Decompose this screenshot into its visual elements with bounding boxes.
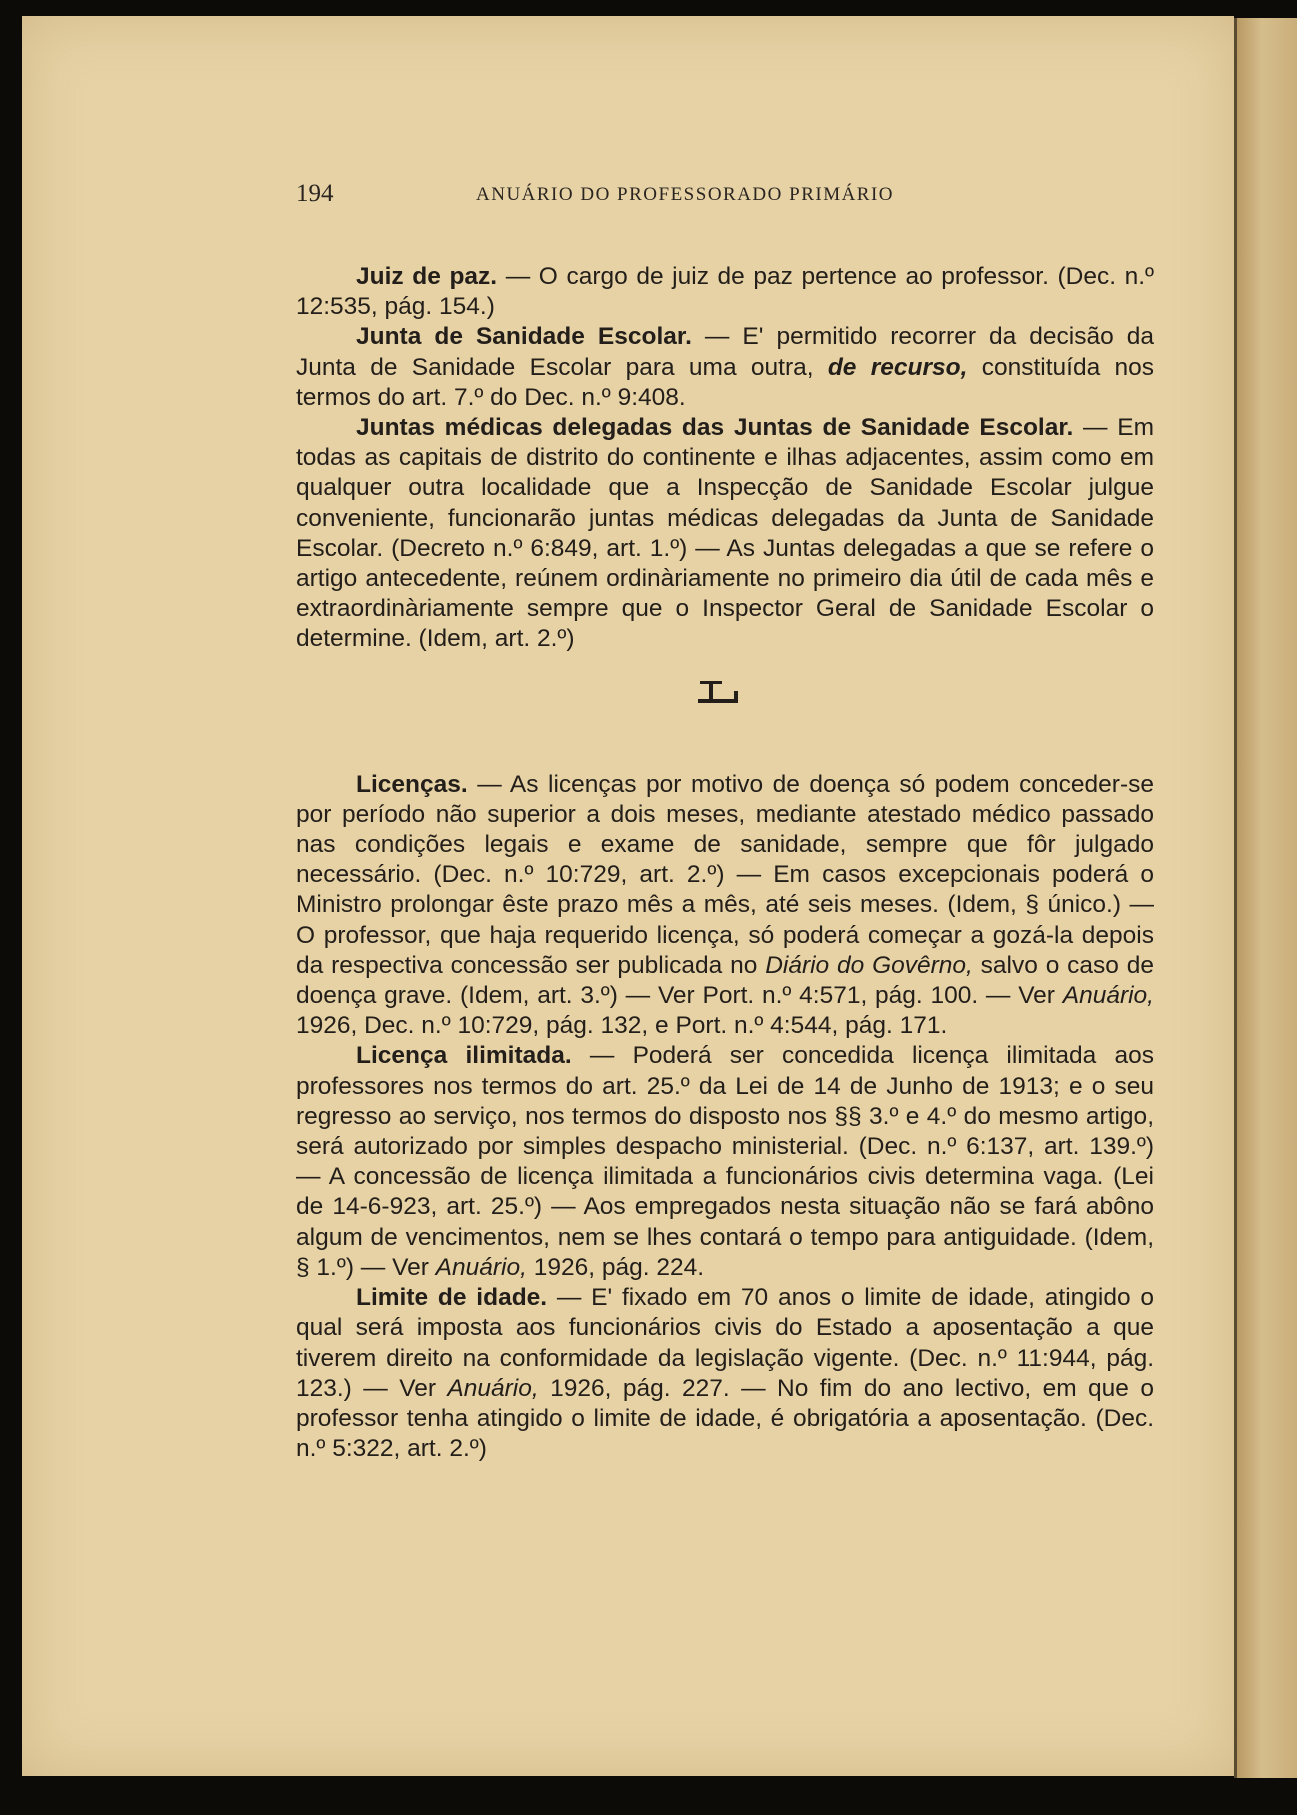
entry-licenca-ilimitada bbox=[296, 1041, 1154, 1283]
running-title: ANUÁRIO DO PROFESSORADO PRIMÁRIO bbox=[476, 184, 895, 205]
entry-text: — As licenças por motivo de doença só podem conceder-se por período não superior a dois meses, mediante atestado médico passado nas condições legais e exame de sanidade, sempre que fôr julgado necessário. (Dec. n.º 10:729, art. 2.º) — Em casos excepcionais poderá o Ministro prolongar êste prazo mês a mês, até seis meses. (Idem, § único.) — O professor, que haja requerido licença, só poderá começar a gozá-la depois da respectiva concessão ser publicada no bbox=[296, 770, 1154, 979]
entry-text: 1926, pág. 227. — No fim do ano lectivo, em que o professor tenha atingido o limite de idade, é obrigatória a aposentação. (Dec. n.º 5:322, art. 2.º) bbox=[296, 1374, 1154, 1463]
entry-text: — E' permitido recorrer da decisão da Junta de Sanidade Escolar para uma outra, bbox=[296, 323, 1154, 381]
entry-term: Licença ilimitada. bbox=[356, 1042, 572, 1070]
entry-term: Limite de idade. bbox=[356, 1284, 548, 1312]
entry-term: Licenças. bbox=[356, 770, 468, 798]
entry-juntas-medicas bbox=[296, 413, 1154, 655]
entry-italic: Anuário, bbox=[1062, 982, 1154, 1010]
entry-italic: de recurso, bbox=[827, 353, 968, 381]
entry-text: 1926, pág. 224. bbox=[526, 1253, 705, 1281]
entry-limite-idade bbox=[296, 1283, 1154, 1464]
entry-text: — Poderá ser concedida licença ilimitada aos professores nos termos do art. 25.º da Lei de 14 de Junho de 1913; e o seu regresso ao serviço, nos termos do disposto nos §§ 3.º e 4.º do mesmo artigo, será autorizado por simples despacho ministerial. (Dec. n.º 6:137, art. 139.º) — A concessão de licença ilimitada a funcionários civis determina vaga. (Lei de 14-6-923, art. 25.º) — Aos empregados nesta situação não se fará abôno algum de vencimentos, nem se lhes contará o tempo para antiguidade. (Idem, § 1.º) — Ver bbox=[296, 1042, 1154, 1281]
entry-italic: Diário do Govêrno, bbox=[765, 951, 973, 979]
entry-term: Juiz de paz. bbox=[356, 263, 498, 290]
entry-italic: Anuário, bbox=[435, 1253, 527, 1281]
page-edge bbox=[1234, 18, 1297, 1778]
entry-text: — E' fixado em 70 anos o limite de idade, atingido o qual será imposta aos funcionários civis do Estado a aposentação a que tiverem direito na conformidade da legislação vigente. (Dec. n.º 11:944, pág. 123.) — Ver bbox=[296, 1284, 1154, 1402]
section-ornament bbox=[296, 655, 1154, 770]
entry-juiz-de-paz bbox=[296, 262, 1154, 322]
entry-text: 1926, Dec. n.º 10:729, pág. 132, e Port. n.º 4:544, pág. 171. bbox=[296, 1012, 948, 1040]
entry-text: — Em todas as capitais de distrito do continente e ilhas adjacentes, assim como em qualquer outra localidade que a Inspecção de Sanidade Escolar julgue conveniente, funcionarão juntas médicas delegadas da Junta de Sanidade Escolar. (Decreto n.º 6:849, art. 1.º) — As Juntas delegadas a que se refere o artigo antecedente, reúnem ordinàriamente no primeiro dia útil de cada mês e extraordinàriamente sempre que o Inspector Geral de Sanidade Escolar o determine. (Idem, art. 2.º) bbox=[296, 414, 1154, 653]
entry-junta-sanidade bbox=[296, 322, 1154, 413]
entry-italic: Anuário, bbox=[447, 1374, 539, 1402]
section-letter-l-ornament bbox=[696, 677, 740, 707]
page-header bbox=[296, 180, 1006, 210]
entry-text: constituída nos termos do art. 7.º do Dec. n.º 9:408. bbox=[296, 353, 1154, 411]
entry-text: — O cargo de juiz de paz pertence ao professor. (Dec. n.º 12:535, pág. 154.) bbox=[296, 263, 1154, 321]
entry-licencas bbox=[296, 770, 1154, 1042]
entry-text: salvo o caso de doença grave. (Idem, art. 3.º) — Ver Port. n.º 4:571, pág. 100. — Ver bbox=[296, 951, 1154, 1010]
dictionary-entries bbox=[296, 262, 1154, 1464]
entry-term: Juntas médicas delegadas das Juntas de Sanidade Escolar. bbox=[356, 414, 1074, 442]
entry-term: Junta de Sanidade Escolar. bbox=[356, 323, 692, 351]
page-number: 194 bbox=[296, 180, 334, 207]
